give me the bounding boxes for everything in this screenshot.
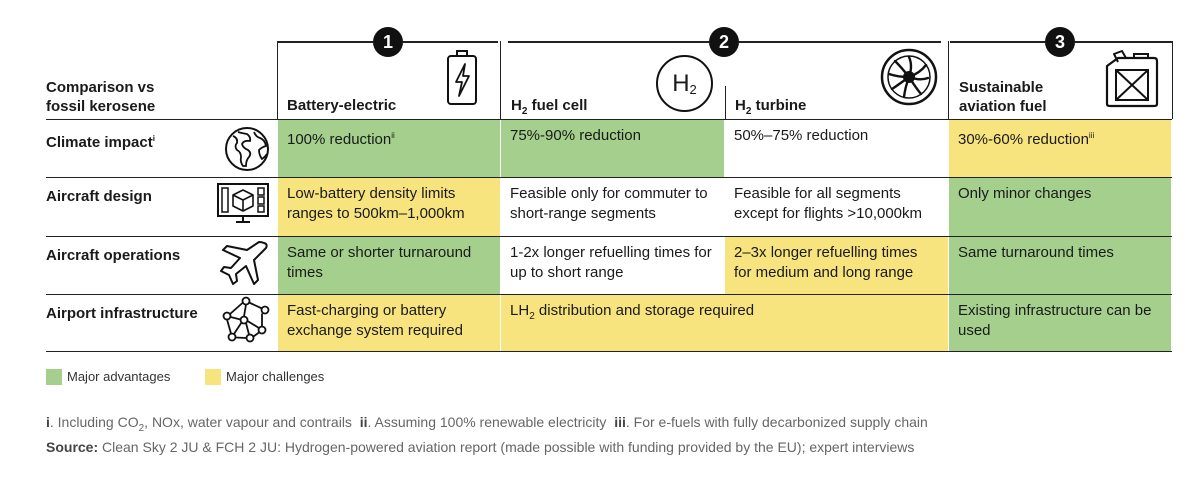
- globe-icon: [224, 126, 270, 172]
- cell-climate-fuel-cell: 75%-90% reduction: [501, 120, 725, 177]
- cell-operations-battery: Same or shorter turnaround times: [278, 237, 501, 294]
- col-header-h2-fuel-cell: $H_2$ fuel cell: [511, 97, 588, 117]
- header-divider-3: [725, 86, 726, 119]
- cell-design-turbine: Feasible for all segments except for flights >10,000km: [725, 178, 949, 236]
- cell-design-fuel-cell: Feasible only for commuter to short-range segments: [501, 178, 725, 236]
- group-1-badge: 1: [373, 27, 403, 57]
- cell-climate-turbine: 50%–75% reduction: [725, 120, 949, 177]
- col-header-h2-turbine: $H_2$ turbine: [735, 97, 807, 117]
- cell-operations-saf: Same turnaround times: [949, 237, 1172, 294]
- row-label-airport-infrastructure: Airport infrastructure: [46, 305, 198, 322]
- group-2-badge: 2: [709, 27, 739, 57]
- row-label-aircraft-operations: Aircraft operations: [46, 247, 181, 264]
- h2-icon: H $_2$: [656, 55, 713, 112]
- cell-design-battery: Low-battery density limits ranges to 500km–1,000km: [278, 178, 501, 236]
- header-divider-4: [948, 41, 949, 119]
- legend-swatch-challenges: [205, 369, 221, 385]
- cell-infrastructure-saf: Existing infrastructure can be used: [949, 295, 1172, 351]
- footnotes: i. Including $CO_2$, NOx, water vapour and contrails ii. Assuming 100% renewable electricity iii. For e-fuels with fully decarbonized supply chain: [46, 414, 928, 434]
- airplane-icon: [220, 240, 270, 288]
- header-divider-2: [500, 41, 501, 119]
- cell-infrastructure-hydrogen: $LH_2$ distribution and storage required: [501, 295, 949, 351]
- legend-label-advantages: Major advantages: [67, 369, 171, 384]
- cell-design-saf: Only minor changes: [949, 178, 1172, 236]
- col-header-saf: Sustainable aviation fuel: [959, 79, 1047, 115]
- turbine-icon: [880, 48, 938, 106]
- col-header-battery-electric: Battery-electric: [287, 97, 397, 114]
- header-divider-1: [277, 41, 278, 119]
- cell-operations-turbine: 2–3x longer refuelling times for medium and long range: [725, 237, 949, 294]
- row-label-aircraft-design: Aircraft design: [46, 188, 152, 205]
- cell-climate-battery: 100% reduction$^{ii}$: [278, 120, 501, 177]
- fuel-can-icon: [1104, 50, 1160, 108]
- legend-label-challenges: Major challenges: [226, 369, 325, 384]
- row-label-climate-impact: Climate impact$^i$: [46, 134, 155, 151]
- source-line: Source: Clean Sky 2 JU & FCH 2 JU: Hydrogen-powered aviation report (made possible with funding provided by the EU); expert interviews: [46, 439, 915, 455]
- legend-swatch-advantages: [46, 369, 62, 385]
- row-line-4: [46, 351, 1172, 352]
- header-divider-5: [1172, 41, 1173, 119]
- cell-operations-fuel-cell: 1-2x longer refuelling times for up to short range: [501, 237, 725, 294]
- cell-infrastructure-battery: Fast-charging or battery exchange system required: [278, 295, 501, 351]
- corner-label: Comparison vs fossil kerosene: [46, 79, 156, 115]
- network-icon: [222, 296, 270, 342]
- group-3-badge: 3: [1045, 27, 1075, 57]
- design-screen-icon: [216, 182, 270, 226]
- cell-climate-saf: 30%-60% reduction$^{iii}$: [949, 120, 1172, 177]
- battery-icon: [446, 50, 478, 106]
